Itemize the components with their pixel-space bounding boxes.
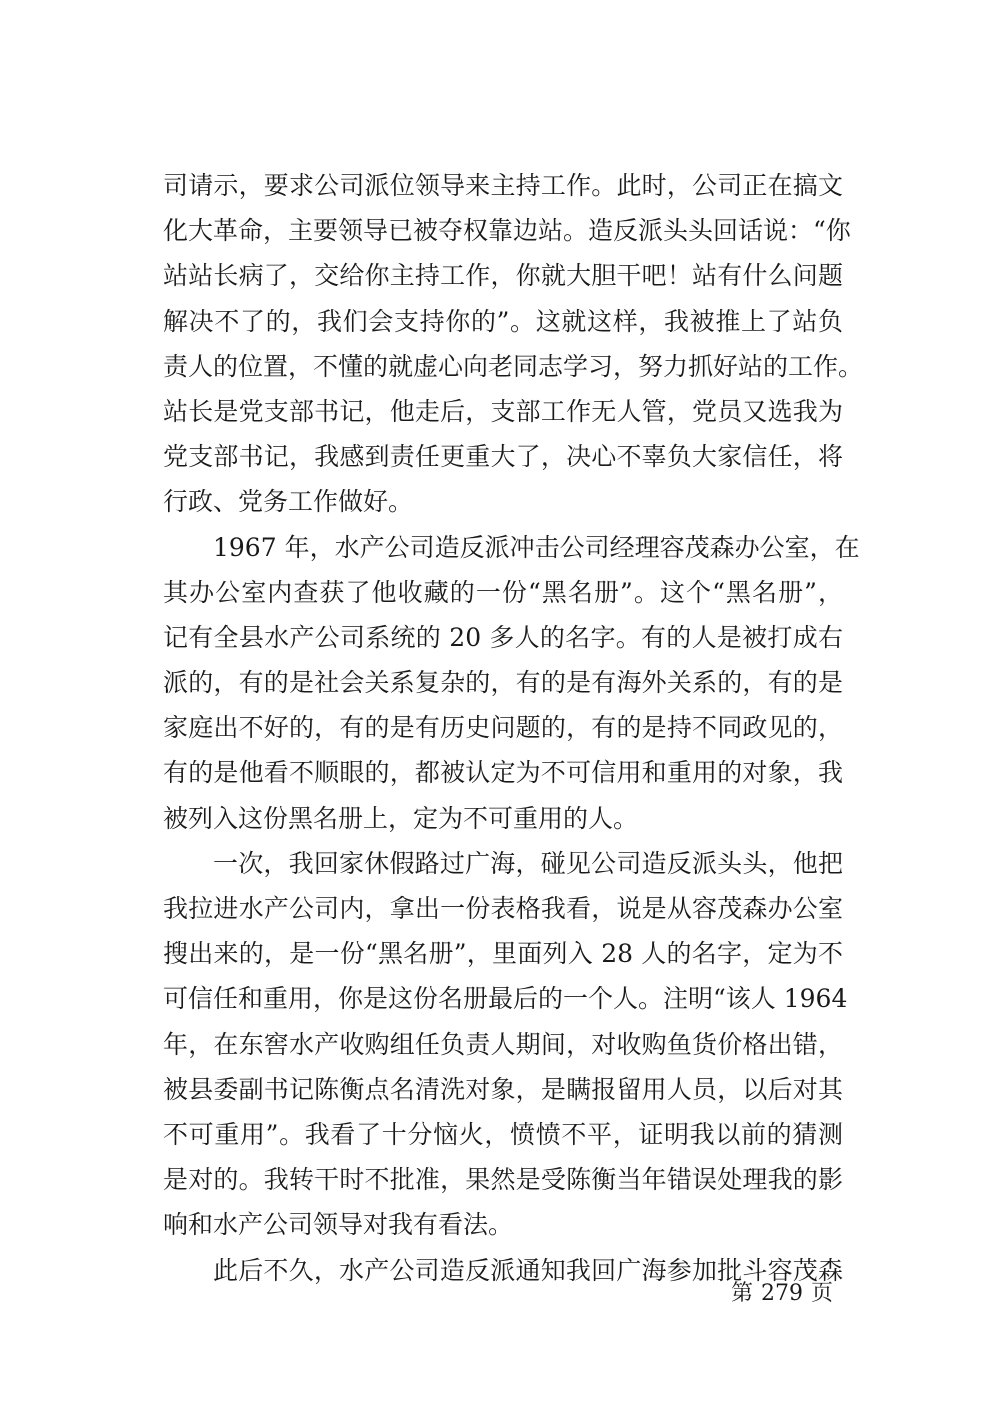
text-line: 有的是他看不顺眼的，都被认定为不可信用和重用的对象，我 [163, 758, 843, 788]
text-line: 行政、党务工作做好。 [163, 487, 414, 517]
page-number [727, 1276, 837, 1307]
text-line: 被列入这份黑名册上，定为不可重用的人。 [163, 803, 639, 833]
text-line: 响和水产公司领导对我有看法。 [163, 1210, 514, 1240]
text-line: 其办公室内查获了他收藏的一份“黑名册”。这个“黑名册”， [163, 577, 843, 607]
paragraph-2 [163, 525, 860, 841]
text-line: 派的，有的是社会关系复杂的，有的是有海外关系的，有的是 [163, 668, 843, 698]
text-line: 可信任和重用，你是这份名册最后的一个人。注明“该人 1964 [163, 984, 848, 1014]
text-line: 我拉进水产公司内，拿出一份表格我看，说是从容茂森办公室 [163, 894, 843, 923]
text-line: 不可重用”。我看了十分恼火，愤愤不平，证明我以前的猜测 [163, 1119, 843, 1149]
text-line: 1967 年，水产公司造反派冲击公司经理容茂森办公室，在 [213, 532, 860, 562]
page-suffix: 页 [810, 1281, 833, 1306]
text-line: 此后不久，水产公司造反派通知我回广海参加批斗容茂森 [213, 1255, 843, 1285]
page-prefix: 第 [730, 1281, 753, 1306]
text-line: 站长是党支部书记，他走后，支部工作无人管，党员又选我为 [163, 396, 843, 426]
paragraph-1 [163, 163, 864, 525]
paragraph-3 [163, 841, 848, 1248]
text-line: 家庭出不好的，有的是有历史问题的，有的是持不同政见的， [163, 713, 843, 743]
page-number-value: 279 [760, 1281, 803, 1306]
text-line: 年，在东窖水产收购组任负责人期间，对收购鱼货价格出错， [163, 1029, 843, 1059]
text-line: 党支部书记，我感到责任更重大了，决心不辜负大家信任，将 [163, 442, 843, 472]
text-line: 记有全县水产公司系统的 20 多人的名字。有的人是被打成右 [163, 622, 843, 652]
text-line: 解决不了的，我们会支持你的”。这就这样，我被推上了站负 [163, 306, 843, 336]
text-line: 化大革命，主要领导已被夺权靠边站。造反派头头回话说：“你 [163, 216, 851, 246]
body-text [163, 163, 864, 1293]
text-line: 站站长病了，交给你主持工作，你就大胆干吧！站有什么问题 [163, 261, 843, 291]
text-line: 司请示，要求公司派位领导来主持工作。此时，公司正在搞文 [163, 171, 843, 200]
text-line: 一次，我回家休假路过广海，碰见公司造反派头头，他把 [213, 848, 843, 878]
text-line: 被县委副书记陈衡点名清洗对象，是瞒报留用人员，以后对其 [163, 1074, 843, 1104]
text-line: 搜出来的，是一份“黑名册”，里面列入 28 人的名字，定为不 [163, 939, 843, 969]
text-line: 是对的。我转干时不批准，果然是受陈衡当年错误处理我的影 [163, 1165, 843, 1195]
text-line: 责人的位置，不懂的就虚心向老同志学习，努力抓好站的工作。 [163, 351, 864, 381]
